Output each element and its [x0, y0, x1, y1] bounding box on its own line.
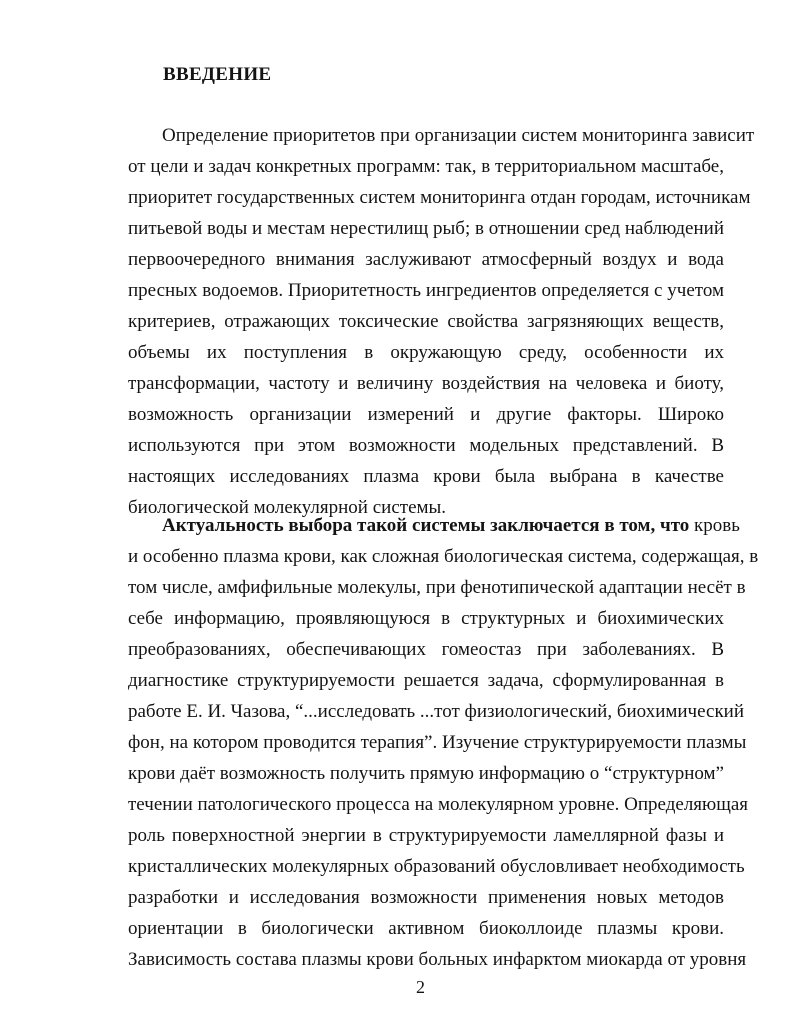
paragraph-line: объемы их поступления в окружающую среду, особенности их: [128, 342, 724, 363]
section-heading: ВВЕДЕНИЕ: [163, 64, 272, 85]
paragraph-line: используются при этом возможности модельных представлений. В: [128, 435, 724, 456]
paragraph-line: том числе, амфифильные молекулы, при фенотипической адаптации несёт в: [128, 577, 746, 598]
paragraph-line: пресных водоемов. Приоритетность ингредиентов определяется с учетом: [128, 280, 724, 301]
paragraph-relevance: [128, 510, 759, 975]
paragraph-line: от цели и задач конкретных программ: так, в территориальном масштабе,: [128, 156, 724, 177]
paragraph-line: биологической молекулярной системы.: [128, 497, 447, 518]
paragraph-first-line: [128, 510, 740, 541]
paragraph-line: настоящих исследованиях плазма крови была выбрана в качестве: [128, 466, 724, 487]
paragraph-line: фон, на котором проводится терапия”. Изучение структурируемости плазмы: [128, 732, 747, 753]
paragraph-lead-text: Актуальность выбора такой системы заключается в том, что: [162, 515, 690, 536]
paragraph-line: первоочередного внимания заслуживают атмосферный воздух и вода: [128, 249, 724, 270]
paragraph-line: ориентации в биологически активном биоколлоиде плазмы крови.: [128, 918, 724, 939]
paragraph-intro: [128, 120, 755, 523]
paragraph-line: питьевой воды и местам нерестилищ рыб; в отношении сред наблюдений: [128, 218, 724, 239]
paragraph-line: работе Е. И. Чазова, “...исследовать ...тот физиологический, биохимический: [128, 701, 745, 722]
paragraph-line: трансформации, частоту и величину воздействия на человека и биоту,: [128, 373, 724, 394]
paragraph-line: критериев, отражающих токсические свойства загрязняющих веществ,: [128, 311, 724, 332]
paragraph-line: Определение приоритетов при организации систем мониторинга зависит: [162, 125, 755, 146]
paragraph-line: крови даёт возможность получить прямую информацию о “структурном”: [128, 763, 724, 784]
paragraph-line: преобразованиях, обеспечивающих гомеостаз при заболеваниях. В: [128, 639, 724, 660]
page-number: 2: [416, 977, 425, 997]
paragraph-line: себе информацию, проявляющуюся в структурных и биохимических: [128, 608, 724, 629]
paragraph-line: роль поверхностной энергии в структурируемости ламеллярной фазы и: [128, 825, 724, 846]
paragraph-lead-rest: кровь: [689, 515, 740, 536]
paragraph-line: Зависимость состава плазмы крови больных инфарктом миокарда от уровня: [128, 949, 747, 970]
paragraph-line: приоритет государственных систем мониторинга отдан городам, источникам: [128, 187, 751, 208]
paragraph-line: кристаллических молекулярных образований обусловливает необходимость: [128, 856, 745, 877]
paragraph-line: течении патологического процесса на молекулярном уровне. Определяющая: [128, 794, 749, 815]
paragraph-line: разработки и исследования возможности применения новых методов: [128, 887, 724, 908]
paragraph-line: диагностике структурируемости решается задача, сформулированная в: [128, 670, 724, 691]
paragraph-line: и особенно плазма крови, как сложная биологическая система, содержащая, в: [128, 546, 759, 567]
paragraph-line: возможность организации измерений и другие факторы. Широко: [128, 404, 724, 425]
